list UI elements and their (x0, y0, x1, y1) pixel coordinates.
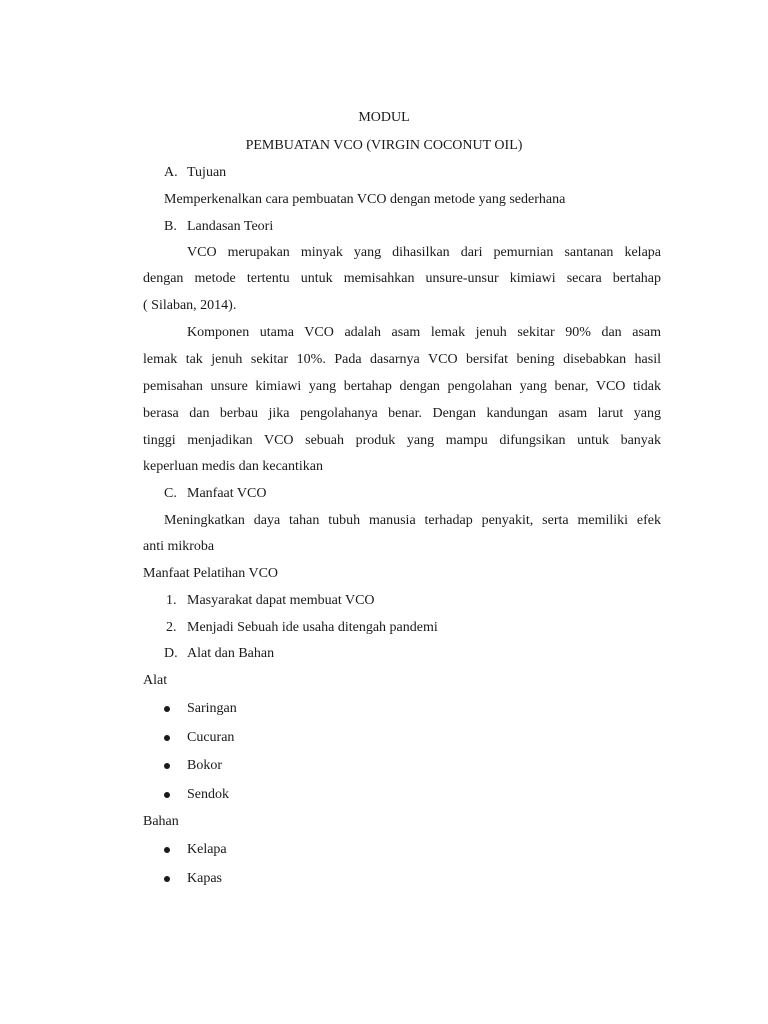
materials-heading: Bahan (143, 814, 179, 829)
bullet-icon (164, 847, 170, 853)
section-b-para2-line: pemisahan unsure kimiawi yang bertahap dengan pengolahan yang benar, VCO tidak (143, 379, 661, 394)
training-item-marker: 2. (166, 620, 177, 635)
materials-item: Kelapa (187, 842, 227, 857)
training-heading: Manfaat Pelatihan VCO (143, 566, 279, 581)
bullet-icon (164, 735, 170, 741)
bullet-icon (164, 876, 170, 882)
training-item-text: Menjadi Sebuah ide usaha ditengah pandemi (187, 620, 438, 635)
section-b-marker: B. (164, 219, 177, 234)
section-c-text-line: Meningkatkan daya tahan tubuh manusia terhadap penyakit, serta memiliki efek (164, 513, 661, 528)
bullet-icon (164, 706, 170, 712)
section-d-marker: D. (164, 646, 178, 661)
section-c-marker: C. (164, 486, 177, 501)
training-item-marker: 1. (166, 593, 177, 608)
tools-item: Saringan (187, 701, 237, 716)
section-b-para2-line: tinggi menjadikan VCO sebuah produk yang mampu difungsikan untuk banyak (143, 433, 661, 448)
section-b-para1-line: ( Silaban, 2014). (143, 298, 237, 313)
section-b-para1-line: VCO merupakan minyak yang dihasilkan dari pemurnian santanan kelapa (187, 245, 661, 260)
section-c-text-line: anti mikroba (143, 539, 215, 554)
document-subtitle: PEMBUATAN VCO (VIRGIN COCONUT OIL) (245, 138, 523, 153)
section-d-heading: Alat dan Bahan (187, 646, 275, 661)
materials-item: Kapas (187, 871, 222, 886)
section-a-marker: A. (164, 165, 178, 180)
tools-heading: Alat (143, 673, 168, 688)
section-b-para2-line: berasa dan berbau jika pengolahanya benar. Dengan kandungan asam larut yang (143, 406, 661, 421)
training-item-text: Masyarakat dapat membuat VCO (187, 593, 375, 608)
document-title: MODUL (358, 110, 410, 125)
section-c-heading: Manfaat VCO (187, 486, 267, 501)
bullet-icon (164, 792, 170, 798)
section-b-heading: Landasan Teori (187, 219, 274, 234)
section-b-para2-line: lemak tak jenuh sekitar 10%. Pada dasarnya VCO bersifat bening disebabkan hasil (143, 352, 661, 367)
tools-item: Bokor (187, 758, 222, 773)
section-b-para2-line: keperluan medis dan kecantikan (143, 459, 323, 474)
tools-item: Cucuran (187, 730, 235, 745)
tools-item: Sendok (187, 787, 229, 802)
section-a-heading: Tujuan (187, 165, 227, 180)
section-a-text: Memperkenalkan cara pembuatan VCO dengan metode yang sederhana (164, 192, 566, 207)
section-b-para1-line: dengan metode tertentu untuk memisahkan unsure-unsur kimiawi secara bertahap (143, 271, 661, 286)
bullet-icon (164, 763, 170, 769)
section-b-para2-line: Komponen utama VCO adalah asam lemak jenuh sekitar 90% dan asam (187, 325, 661, 340)
